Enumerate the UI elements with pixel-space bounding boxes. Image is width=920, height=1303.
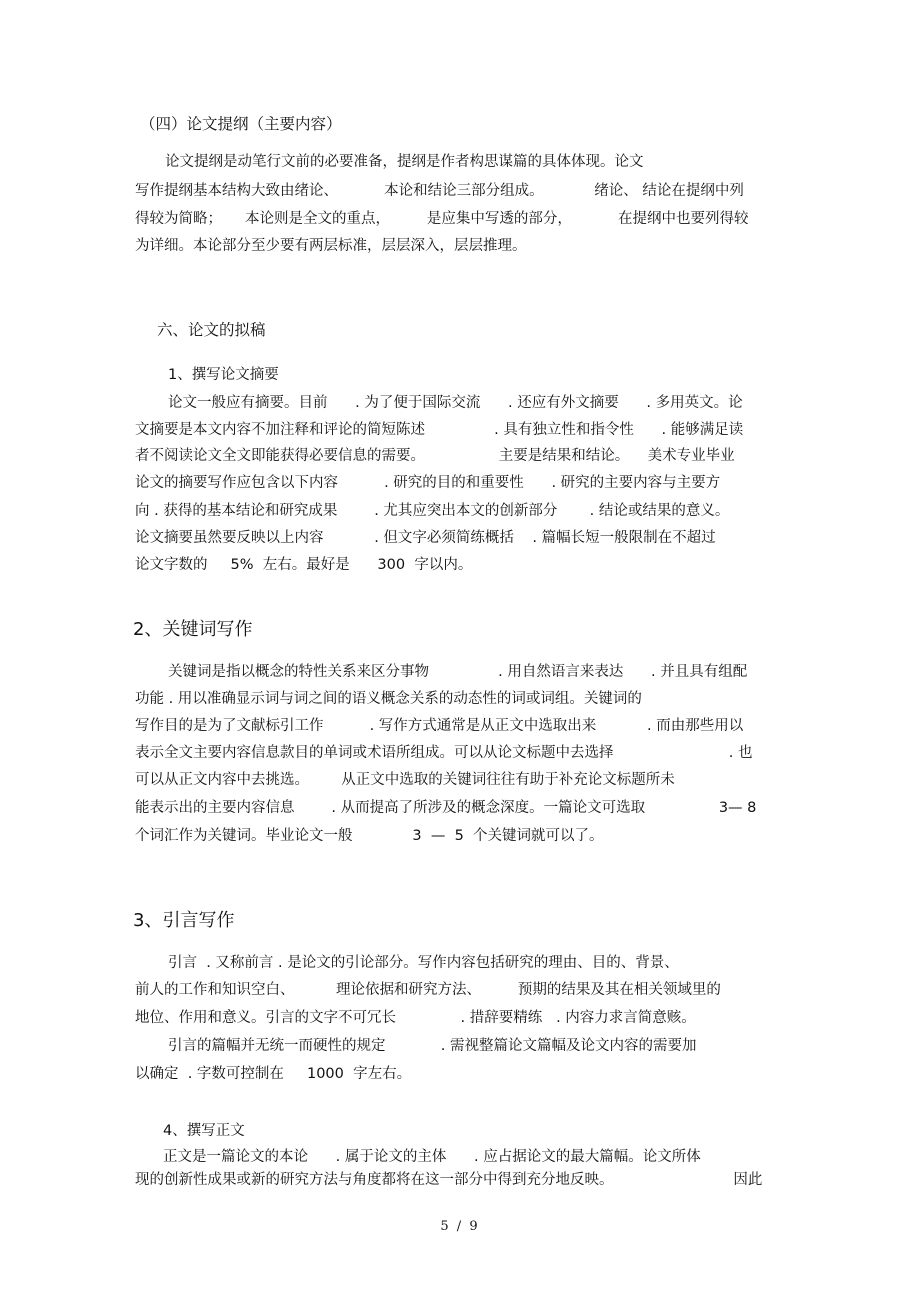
paragraph-line: 者不阅读论文全文即能获得必要信息的需要。 主要是结果和结论。 美术专业毕业 <box>135 448 735 464</box>
paragraph-line: 引言 . 又称前言 . 是论文的引论部分。写作内容包括研究的理由、目的、背景、 <box>168 955 679 971</box>
section-heading-outline: （四）论文提纲（主要内容） <box>140 115 342 133</box>
paragraph-line: 论文摘要虽然要反映以上内容 . 但文字必须简练概括 . 篇幅长短一般限制在不超过 <box>135 530 716 546</box>
paragraph-line: 地位、作用和意义。引言的文字不可冗长 . 措辞要精练 . 内容力求言简意赅。 <box>135 1010 696 1026</box>
paragraph-line: 现的创新性成果或新的研究方法与角度都将在这一部分中得到充分地反映。 因此 <box>135 1172 763 1188</box>
chapter-heading-drafting: 六、论文的拟稿 <box>157 321 266 339</box>
paragraph-line: 表示全文主要内容信息款目的单词或术语所组成。可以从论文标题中去选择 . 也 <box>135 745 753 761</box>
subsection-heading-abstract: 1、撰写论文摘要 <box>168 367 279 383</box>
paragraph-line: 得较为简略； 本论则是全文的重点， 是应集中写透的部分， 在提纲中也要列得较 <box>135 211 749 227</box>
page-number: 5 / 9 <box>440 1219 480 1234</box>
paragraph-line: 写作目的是为了文献标引工作 . 写作方式通常是从正文中选取出来 . 而由那些用以 <box>135 718 744 734</box>
subsection-heading-introduction: 3、引言写作 <box>133 910 235 931</box>
paragraph-line: 论文一般应有摘要。目前 . 为了便于国际交流 . 还应有外文摘要 . 多用英文。论 <box>168 395 743 411</box>
paragraph-line: 可以从正文内容中去挑选。 从正文中选取的关键词往往有助于补充论文标题所未 <box>135 772 675 788</box>
paragraph-line: 文摘要是本文内容不加注释和评论的简短陈述 . 具有独立性和指令性 . 能够满足读 <box>135 422 744 438</box>
subsection-heading-keywords: 2、关键词写作 <box>133 619 253 640</box>
paragraph-line: 能表示出的主要内容信息 . 从而提高了所涉及的概念深度。一篇论文可选取 3— 8 <box>135 800 757 816</box>
paragraph-line: 为详细。本论部分至少要有两层标准，层层深入，层层推理。 <box>135 238 527 254</box>
paragraph-line: 向 . 获得的基本结论和研究成果 . 尤其应突出本文的创新部分 . 结论或结果的意义。 <box>135 503 730 519</box>
paragraph-line: 引言的篇幅并无统一而硬性的规定 . 需视整篇论文篇幅及论文内容的需要加 <box>168 1038 697 1054</box>
paragraph-line: 前人的工作和知识空白、 理论依据和研究方法、 预期的结果及其在相关领域里的 <box>135 982 721 998</box>
paragraph-line: 以确定 . 字数可控制在 1000 字左右。 <box>135 1066 412 1082</box>
paragraph-line: 功能 . 用以准确显示词与词之间的语义概念关系的动态性的词或词组。关键词的 <box>135 691 642 707</box>
paragraph-line: 论文字数的 5% 左右。最好是 300 字以内。 <box>135 557 473 573</box>
paragraph-line: 正文是一篇论文的本论 . 属于论文的主体 . 应占据论文的最大篇幅。论文所体 <box>163 1149 701 1165</box>
paragraph-line: 论文的摘要写作应包含以下内容 . 研究的目的和重要性 . 研究的主要内容与主要方 <box>135 475 721 491</box>
subsection-heading-body: 4、撰写正文 <box>163 1123 245 1139</box>
paragraph-line: 论文提纲是动笔行文前的必要准备，提纲是作者构思谋篇的具体体现。论文 <box>165 154 644 170</box>
paragraph-line: 个词汇作为关键词。毕业论文一般 3 — 5 个关键词就可以了。 <box>135 828 604 844</box>
paragraph-line: 关键词是指以概念的特性关系来区分事物 . 用自然语言来表达 . 并且具有组配 <box>168 664 748 680</box>
paragraph-line: 写作提纲基本结构大致由绪论、 本论和结论三部分组成。 绪论、 结论在提纲中列 <box>135 183 744 199</box>
